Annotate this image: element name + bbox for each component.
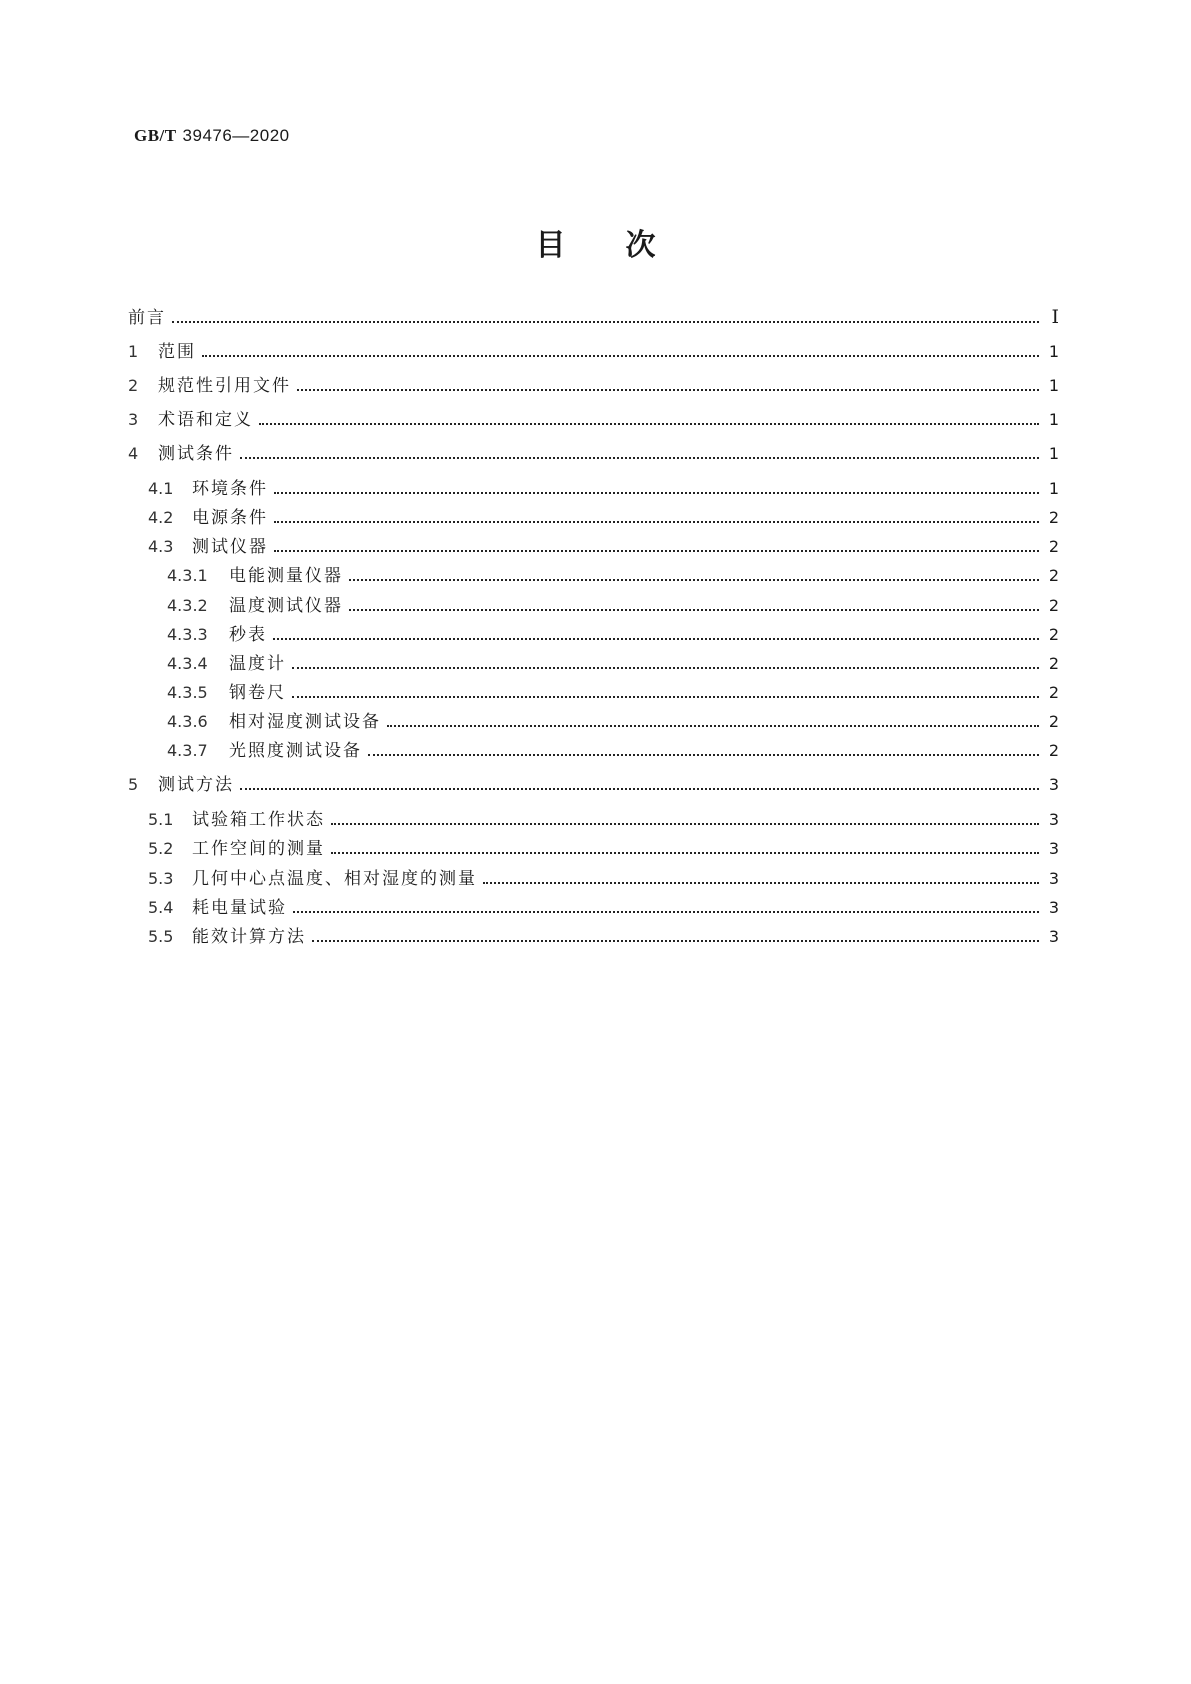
toc-entry-4-3-6[interactable] (167, 709, 1059, 735)
toc-entry-number: 4.3.4 (167, 654, 208, 673)
toc-entry-text: 几何中心点温度、相对湿度的测量 (192, 869, 477, 889)
toc-entry-page: 2 (1048, 625, 1059, 644)
toc-entry-5-2[interactable] (148, 836, 1059, 862)
toc-entry-page: 2 (1048, 712, 1059, 731)
toc-entry-5-3[interactable] (148, 866, 1059, 892)
toc-entry-page: 2 (1048, 683, 1059, 702)
toc-entry-number: 4.3.6 (167, 712, 208, 731)
toc-entry-5-5[interactable] (148, 924, 1059, 950)
toc-title: 目次 (535, 228, 716, 263)
toc-entry-number: 5.4 (148, 898, 174, 917)
toc-entry-page: 2 (1048, 566, 1059, 585)
toc-entry-text: 术语和定义 (158, 410, 253, 430)
toc-entry-number: 4.3.2 (167, 596, 208, 615)
toc-entry-5-1[interactable] (148, 807, 1059, 833)
toc-entry-page: 2 (1048, 537, 1059, 556)
toc-entry-number: 4.3.1 (167, 566, 208, 585)
toc-entry-number: 4.3.5 (167, 683, 208, 702)
toc-entry-text: 测试方法 (158, 775, 234, 795)
toc-dot-leader (274, 521, 1039, 523)
toc-dot-leader (259, 423, 1039, 425)
toc-dot-leader (202, 355, 1039, 357)
toc-entry-text: 范围 (158, 342, 196, 362)
toc-entry-number: 3 (128, 410, 139, 429)
toc-entry-text: 光照度测试设备 (229, 741, 362, 761)
toc-entry-text: 秒表 (229, 625, 267, 645)
toc-entry-4-3-3[interactable] (167, 622, 1059, 648)
toc-entry-text: 测试条件 (158, 444, 234, 464)
toc-entry-text: 环境条件 (192, 479, 268, 499)
toc-entry-number: 4.1 (148, 479, 174, 498)
toc-entry-text: 钢卷尺 (229, 683, 286, 703)
toc-dot-leader (240, 457, 1039, 459)
toc-entry-5[interactable] (128, 772, 1059, 798)
toc-entry-number: 4.3.3 (167, 625, 208, 644)
toc-entry-1[interactable] (128, 339, 1059, 365)
toc-entry-text: 相对湿度测试设备 (229, 712, 381, 732)
toc-entry-number: 4.3 (148, 537, 174, 556)
toc-dot-leader (172, 321, 1039, 323)
toc-entry-number: 4.3.7 (167, 741, 208, 760)
toc-entry-4[interactable] (128, 441, 1059, 467)
toc-entry-text: 温度计 (229, 654, 286, 674)
toc-entry-page: 3 (1048, 839, 1059, 858)
toc-dot-leader (274, 492, 1039, 494)
toc-entry-number: 5 (128, 775, 139, 794)
toc-dot-leader (331, 823, 1039, 825)
toc-entry-3[interactable] (128, 407, 1059, 433)
toc-entry-page: 2 (1048, 508, 1059, 527)
toc-dot-leader (331, 852, 1039, 854)
toc-entry-2[interactable] (128, 373, 1059, 399)
toc-dot-leader (368, 754, 1039, 756)
toc-entry-4-3[interactable] (148, 534, 1059, 560)
toc-entry-text: 电能测量仪器 (229, 566, 343, 586)
toc-entry-text: 温度测试仪器 (229, 596, 343, 616)
toc-entry-page: 1 (1048, 410, 1059, 429)
toc-entry-page: 2 (1048, 741, 1059, 760)
toc-entry-page: Ⅰ (1051, 306, 1059, 328)
toc-dot-leader (297, 389, 1039, 391)
toc-entry-text: 前言 (128, 308, 166, 328)
standard-prefix: GB/T (134, 126, 177, 145)
toc-entry-number: 2 (128, 376, 139, 395)
toc-entry-number: 5.3 (148, 869, 174, 888)
toc-entry-text: 测试仪器 (192, 537, 268, 557)
toc-entry-4-3-1[interactable] (167, 563, 1059, 589)
toc-entry-foreword[interactable] (128, 304, 1059, 330)
toc-entry-page: 1 (1048, 479, 1059, 498)
toc-entry-page: 3 (1048, 775, 1059, 794)
toc-entry-page: 3 (1048, 810, 1059, 829)
toc-entry-text: 耗电量试验 (192, 898, 287, 918)
toc-dot-leader (293, 911, 1039, 913)
toc-dot-leader (274, 550, 1039, 552)
toc-entry-text: 试验箱工作状态 (192, 810, 325, 830)
toc-entry-page: 2 (1048, 596, 1059, 615)
toc-entry-page: 1 (1048, 376, 1059, 395)
toc-dot-leader (387, 725, 1039, 727)
standard-number: 39476—2020 (182, 126, 290, 145)
toc-entry-4-3-2[interactable] (167, 593, 1059, 619)
toc-entry-4-3-7[interactable] (167, 738, 1059, 764)
toc-entry-5-4[interactable] (148, 895, 1059, 921)
toc-dot-leader (292, 667, 1039, 669)
toc-dot-leader (240, 788, 1039, 790)
toc-entry-page: 3 (1048, 927, 1059, 946)
toc-entry-number: 5.2 (148, 839, 174, 858)
toc-entry-page: 1 (1048, 444, 1059, 463)
toc-dot-leader (292, 696, 1039, 698)
toc-entry-text: 工作空间的测量 (192, 839, 325, 859)
toc-entry-text: 能效计算方法 (192, 927, 306, 947)
toc-entry-page: 2 (1048, 654, 1059, 673)
toc-entry-4-3-5[interactable] (167, 680, 1059, 706)
toc-entry-number: 5.5 (148, 927, 174, 946)
toc-entry-text: 规范性引用文件 (158, 376, 291, 396)
toc-entry-number: 5.1 (148, 810, 174, 829)
toc-entry-4-1[interactable] (148, 476, 1059, 502)
toc-dot-leader (273, 638, 1039, 640)
toc-entry-4-3-4[interactable] (167, 651, 1059, 677)
toc-entry-text: 电源条件 (192, 508, 268, 528)
toc-entry-page: 1 (1048, 342, 1059, 361)
toc-entry-page: 3 (1048, 898, 1059, 917)
toc-entry-number: 4.2 (148, 508, 174, 527)
toc-dot-leader (312, 940, 1039, 942)
toc-entry-4-2[interactable] (148, 505, 1059, 531)
toc-dot-leader (349, 609, 1039, 611)
toc-dot-leader (483, 882, 1039, 884)
toc-entry-number: 1 (128, 342, 139, 361)
toc-entry-page: 3 (1048, 869, 1059, 888)
toc-entry-number: 4 (128, 444, 139, 463)
toc-dot-leader (349, 579, 1039, 581)
